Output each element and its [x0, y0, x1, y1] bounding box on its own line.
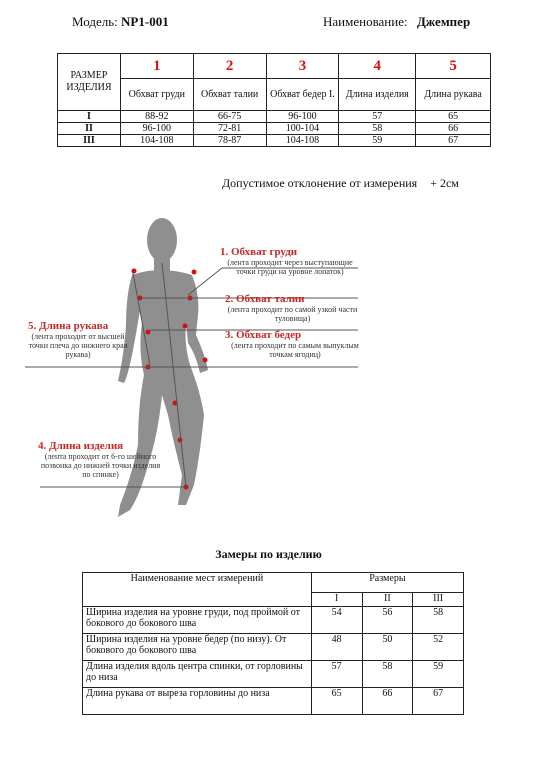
- label-waist: [225, 293, 360, 323]
- tolerance-text: Допустимое отклонение от измерения: [222, 176, 418, 190]
- table-row: [58, 123, 491, 135]
- column-number: 3: [266, 54, 339, 79]
- table-cell: 67: [416, 135, 491, 147]
- table-cell: 58: [413, 607, 464, 634]
- table-cell: 59: [339, 135, 416, 147]
- table-cell: 48: [311, 634, 362, 661]
- measurement-name: Ширина изделия на уровне груди, под проймой от бокового до бокового шва: [83, 607, 312, 634]
- table-cell: 58: [339, 123, 416, 135]
- product-name-label: Наименование:: [323, 14, 408, 29]
- product-name-field: [323, 14, 470, 30]
- label-note: (лента проходит по самой узкой части туловища): [227, 305, 358, 323]
- product-table-title: Замеры по изделию: [215, 547, 322, 561]
- table-cell: 104-108: [266, 135, 339, 147]
- column-number: 2: [193, 54, 266, 79]
- table-cell: 58: [362, 661, 413, 688]
- column-header: Длина рукава: [416, 79, 491, 111]
- label-note: (лента проходит по самым выпуклым точкам ягодиц): [231, 341, 359, 359]
- table-cell: 57: [311, 661, 362, 688]
- table-cell: 57: [339, 111, 416, 123]
- label-note: (лента проходит через выступающие точки груди на уровне лопаток): [227, 258, 353, 276]
- table-cell: 72-81: [193, 123, 266, 135]
- label-chest: [220, 246, 360, 276]
- table-cell: I: [58, 111, 121, 123]
- table-cell: 88-92: [120, 111, 193, 123]
- table-cell: 96-100: [266, 111, 339, 123]
- model-field: [72, 14, 169, 30]
- column-header: Длина изделия: [339, 79, 416, 111]
- measurement-name: Ширина изделия на уровне бедер (по низу). От бокового до бокового шва: [83, 634, 312, 661]
- label-title: 1. Обхват груди: [220, 246, 298, 258]
- table-cell: 59: [413, 661, 464, 688]
- table-cell: 96-100: [120, 123, 193, 135]
- table-row: [83, 688, 464, 715]
- tolerance-value: + 2см: [430, 176, 459, 190]
- product-table: [82, 572, 464, 715]
- table-row: [58, 135, 491, 147]
- size-column: II: [362, 593, 413, 607]
- model-value: NP1-001: [121, 14, 169, 29]
- label-length: [38, 440, 163, 479]
- label-title: 5. Длина рукава: [28, 320, 109, 332]
- measurement-name: Длина рукава от выреза горловины до низа: [83, 688, 312, 715]
- table-cell: 65: [311, 688, 362, 715]
- label-title: 2. Обхват талии: [225, 293, 305, 305]
- table-cell: 54: [311, 607, 362, 634]
- column-number: 1: [120, 54, 193, 79]
- size-column: III: [413, 593, 464, 607]
- table-cell: 56: [362, 607, 413, 634]
- size-table: [57, 53, 491, 147]
- label-sleeve: [28, 320, 128, 359]
- table-cell: 100-104: [266, 123, 339, 135]
- label-note: (лента проходит от высшей точки плеча до нижнего края рукава): [28, 332, 128, 359]
- column-number: 4: [339, 54, 416, 79]
- table-cell: 65: [416, 111, 491, 123]
- size-column: I: [311, 593, 362, 607]
- table-row: [83, 661, 464, 688]
- table-cell: 67: [413, 688, 464, 715]
- measurement-name: Длина изделия вдоль центра спинки, от горловины до низа: [83, 661, 312, 688]
- label-title: 4. Длина изделия: [38, 440, 124, 452]
- table-cell: 104-108: [120, 135, 193, 147]
- header-sizes: Размеры: [311, 573, 463, 593]
- table-cell: 66-75: [193, 111, 266, 123]
- table-cell: 50: [362, 634, 413, 661]
- label-hips: [225, 329, 365, 359]
- table-cell: III: [58, 135, 121, 147]
- table-row: [83, 607, 464, 634]
- tolerance-note: [222, 176, 459, 191]
- label-note: (лента проходит от 6-го шейного позвонка до нижней точки изделия по спинке): [40, 452, 161, 479]
- table-row: [58, 111, 491, 123]
- table-cell: 66: [416, 123, 491, 135]
- model-label: Модель:: [72, 14, 118, 29]
- column-header: Обхват бедер I.: [266, 79, 339, 111]
- column-number: 5: [416, 54, 491, 79]
- column-header: Обхват талии: [193, 79, 266, 111]
- table-cell: II: [58, 123, 121, 135]
- table-cell: 52: [413, 634, 464, 661]
- table-row: [83, 634, 464, 661]
- size-header: РАЗМЕР ИЗДЕЛИЯ: [58, 54, 121, 111]
- column-header: Обхват груди: [120, 79, 193, 111]
- label-title: 3. Обхват бедер: [225, 329, 302, 341]
- table-cell: 78-87: [193, 135, 266, 147]
- table-cell: 66: [362, 688, 413, 715]
- header-name: Наименование мест измерений: [83, 573, 312, 607]
- product-name-value: Джемпер: [416, 14, 471, 29]
